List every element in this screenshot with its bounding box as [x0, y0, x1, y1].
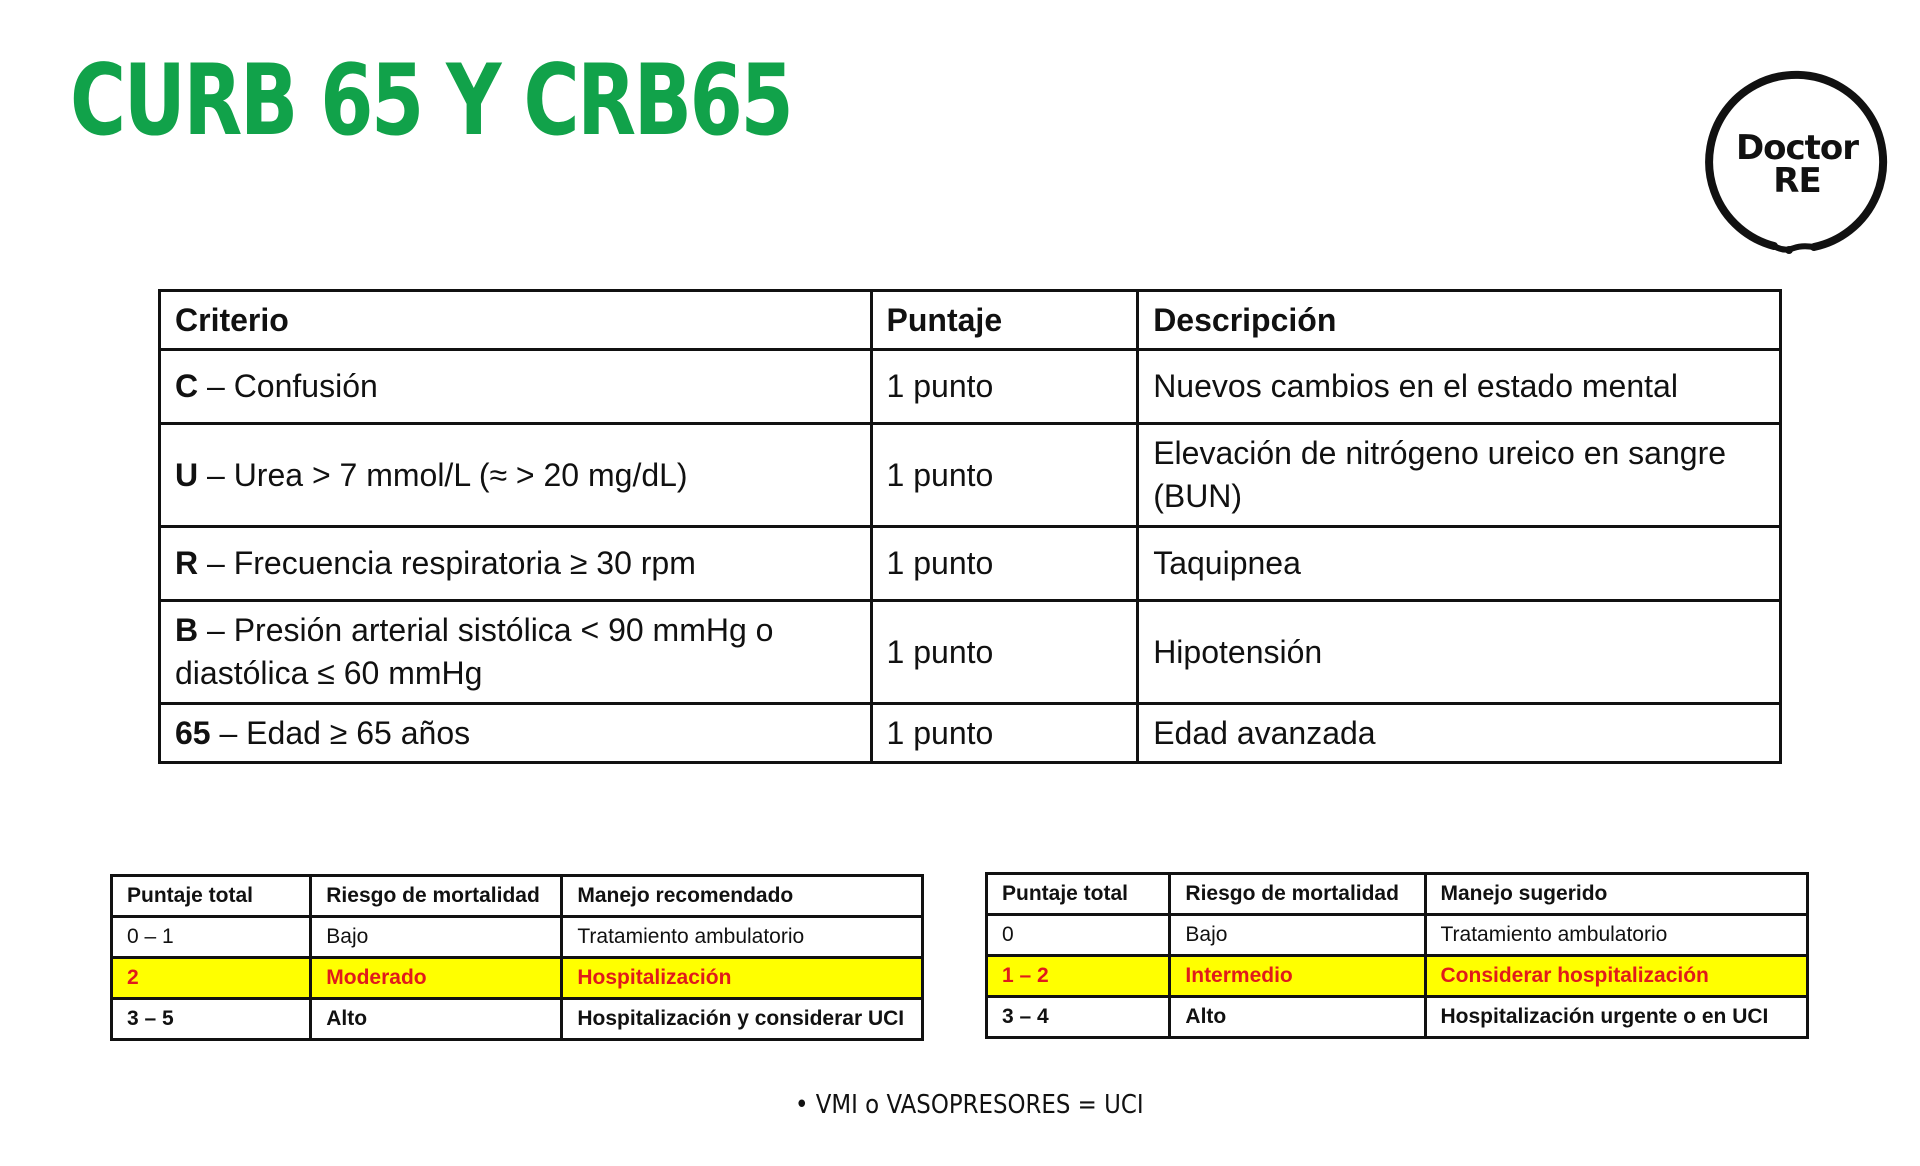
logo-line-1: Doctor: [1735, 128, 1859, 168]
page-title: CURB 65 Y CRB65: [70, 44, 792, 158]
criterion-text: – Edad ≥ 65 años: [210, 714, 471, 751]
criterion-text: – Presión arterial sistólica < 90 mmHg o diastólica ≤ 60 mmHg: [175, 612, 774, 691]
logo-text: [1704, 128, 1890, 201]
description-cell: Edad avanzada: [1138, 704, 1781, 763]
risk-cell: Moderado: [311, 958, 562, 999]
table-header-row: [160, 291, 1781, 350]
risk-cell: Intermedio: [1170, 956, 1425, 997]
criterion-cell: [160, 601, 872, 704]
score-cell: 1 punto: [871, 601, 1138, 704]
score-cell: 3 – 5: [112, 999, 311, 1040]
description-cell: Nuevos cambios en el estado mental: [1138, 350, 1781, 424]
score-cell: 3 – 4: [987, 997, 1170, 1038]
score-cell: 1 – 2: [987, 956, 1170, 997]
risk-cell: Bajo: [1170, 915, 1425, 956]
table-row: [112, 917, 923, 958]
table-row: [160, 424, 1781, 527]
column-header: Puntaje: [871, 291, 1138, 350]
score-cell: 1 punto: [871, 350, 1138, 424]
footnote: • VMI o VASOPRESORES = UCI: [795, 1090, 1144, 1120]
logo-line-2: RE: [1773, 161, 1821, 201]
curb65-score-table: [110, 874, 924, 1041]
criteria-table: [158, 289, 1782, 764]
management-cell: Hospitalización y considerar UCI: [562, 999, 923, 1040]
column-header: Criterio: [160, 291, 872, 350]
description-cell: Elevación de nitrógeno ureico en sangre (BUN): [1138, 424, 1781, 527]
table-row: [160, 527, 1781, 601]
management-cell: Considerar hospitalización: [1425, 956, 1808, 997]
table-row: [987, 997, 1808, 1038]
column-header: Manejo sugerido: [1425, 874, 1808, 915]
column-header: Riesgo de mortalidad: [311, 876, 562, 917]
column-header: Riesgo de mortalidad: [1170, 874, 1425, 915]
criterion-letter: B: [175, 612, 199, 648]
criterion-text: – Confusión: [198, 368, 378, 404]
table-row-highlighted: [987, 956, 1808, 997]
risk-cell: Alto: [311, 999, 562, 1040]
description-cell: Taquipnea: [1138, 527, 1781, 601]
score-cell: 2: [112, 958, 311, 999]
criterion-cell: [160, 424, 872, 527]
criterion-letter: U: [175, 456, 199, 493]
column-header: Puntaje total: [112, 876, 311, 917]
score-cell: 0 – 1: [112, 917, 311, 958]
criterion-text: – Urea > 7 mmol/L (≈ > 20 mg/dL): [198, 456, 688, 493]
crb65-score-table: [985, 872, 1809, 1039]
table-row: [160, 350, 1781, 424]
score-cell: 1 punto: [871, 527, 1138, 601]
column-header: Descripción: [1138, 291, 1781, 350]
management-cell: Tratamiento ambulatorio: [1425, 915, 1808, 956]
criterion-letter: 65: [175, 714, 211, 751]
table-row: [987, 915, 1808, 956]
management-cell: Tratamiento ambulatorio: [562, 917, 923, 958]
table-row: [160, 704, 1781, 763]
risk-cell: Alto: [1170, 997, 1425, 1038]
score-cell: 1 punto: [871, 424, 1138, 527]
table-row: [112, 999, 923, 1040]
criterion-cell: [160, 527, 872, 601]
criterion-letter: C: [175, 368, 199, 404]
column-header: Puntaje total: [987, 874, 1170, 915]
risk-cell: Bajo: [311, 917, 562, 958]
management-cell: Hospitalización: [562, 958, 923, 999]
doctor-re-logo: [1704, 70, 1890, 256]
score-cell: 1 punto: [871, 704, 1138, 763]
table-header-row: [987, 874, 1808, 915]
table-header-row: [112, 876, 923, 917]
score-cell: 0: [987, 915, 1170, 956]
criterion-cell: [160, 704, 872, 763]
description-cell: Hipotensión: [1138, 601, 1781, 704]
table-row-highlighted: [112, 958, 923, 999]
table-row: [160, 601, 1781, 704]
management-cell: Hospitalización urgente o en UCI: [1425, 997, 1808, 1038]
criterion-text: – Frecuencia respiratoria ≥ 30 rpm: [198, 545, 696, 581]
criterion-letter: R: [175, 545, 199, 581]
criterion-cell: [160, 350, 872, 424]
column-header: Manejo recomendado: [562, 876, 923, 917]
